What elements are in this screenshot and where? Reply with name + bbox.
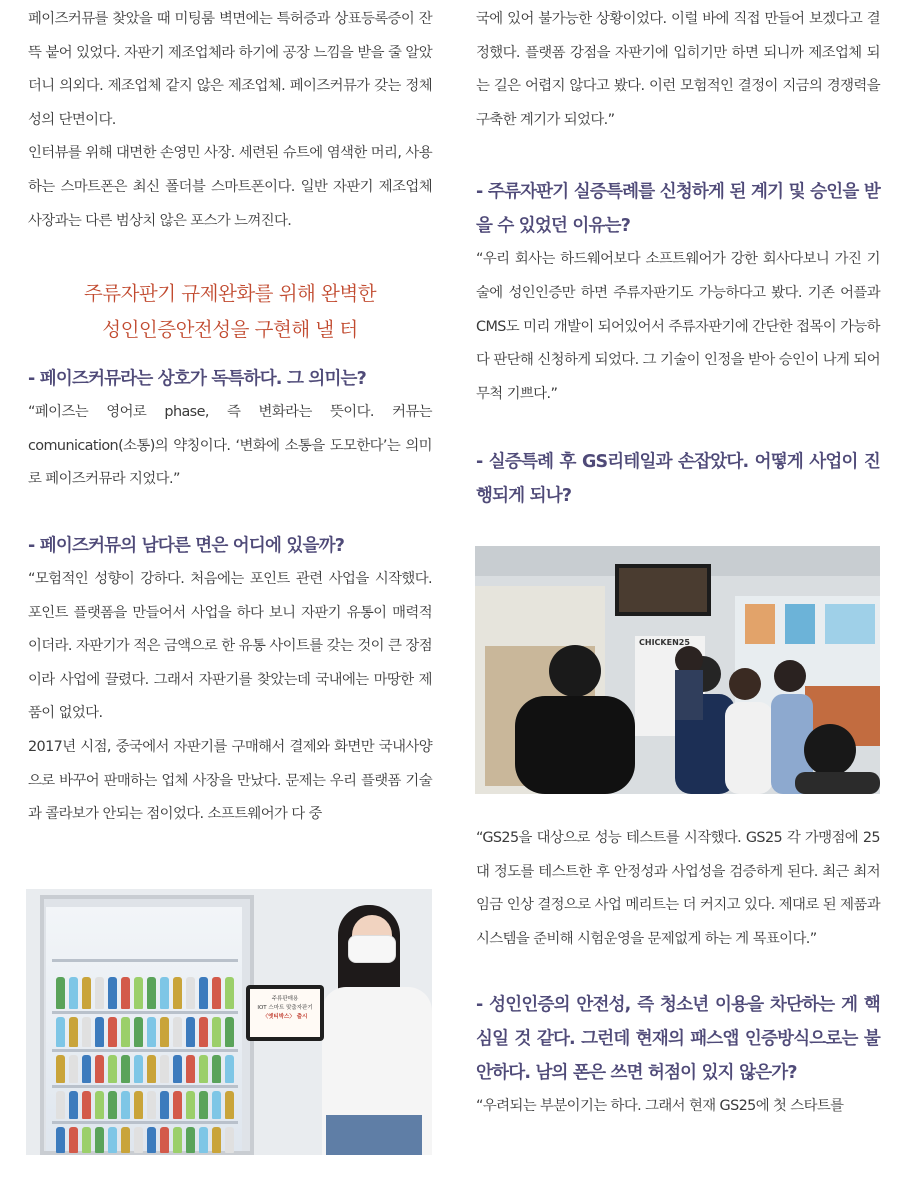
intro-paragraph-1: 페이즈커뮤를 찾았을 때 미팅룸 벽면에는 특허증과 상표등록증이 잔뜩 붙어 있었다. 자판기 제조업체라 하기에 공장 느낌을 받을 줄 알았더니 의외다. 제조업체 같지 않은 제조업체. 페이즈커뮤가 갖는 정체성의 단면이다.: [28, 11, 432, 128]
tablet-line-1: 주류판매용: [271, 996, 299, 1002]
right-column: [476, 0, 880, 513]
store-sign: CHICKEN25: [639, 638, 690, 647]
bottle: [82, 977, 91, 1009]
face-mask: [348, 935, 396, 963]
bottle: [147, 1127, 156, 1153]
bottle: [56, 977, 65, 1009]
bottle: [134, 1055, 143, 1083]
bottle: [121, 1127, 130, 1153]
left-column: [28, 0, 432, 832]
bottle: [186, 1017, 195, 1047]
bottle: [225, 1127, 234, 1153]
tablet-line-2: IOT 스마트 맞춤자판기: [257, 1005, 313, 1011]
bottle: [121, 977, 130, 1009]
answer-5: “우려되는 부분이기는 하다. 그래서 현재 GS25에 첫 스타트를: [476, 1098, 844, 1115]
bottle: [186, 1127, 195, 1153]
bottle: [212, 1055, 221, 1083]
bottle: [212, 1127, 221, 1153]
bottle: [173, 977, 182, 1009]
bottle: [108, 1055, 117, 1083]
store-photo-scene: [475, 546, 880, 794]
answer-2-continued: 국에 있어 불가능한 상황이었다. 이럴 바에 직접 만들어 보겠다고 결정했다. 플랫폼 강점을 자판기에 입히기만 하면 되니까 제조업체 되는 길은 어렵지 않다고 봤다. 이런 모험적인 결정이 지금의 경쟁력을 구축한 계기가 되었다.”: [476, 11, 880, 128]
bottle: [82, 1127, 91, 1153]
bottle: [160, 1055, 169, 1083]
bottle: [199, 1055, 208, 1083]
bottle: [95, 1091, 104, 1119]
answer-4: “GS25을 대상으로 성능 테스트를 시작했다. GS25 각 가맹점에 25대 정도를 테스트한 후 안정성과 사업성을 검증하게 된다. 최근 최저임금 인상 결정으로 사업 메리트는 더 커지고 있다. 제대로 된 제품과 시스템을 준비해 시험운영을 문제없게 하는 게 목표이다.”: [476, 830, 880, 947]
bottle: [199, 1127, 208, 1153]
question-4: - 실증특례 후 GS리테일과 손잡았다. 어떻게 사업이 진행되게 되나?: [476, 452, 880, 507]
bottle: [225, 1055, 234, 1083]
bottle: [147, 1091, 156, 1119]
bottle: [121, 1055, 130, 1083]
bottle: [199, 1017, 208, 1047]
bottle: [69, 1055, 78, 1083]
bottle: [173, 1055, 182, 1083]
bottle: [225, 977, 234, 1009]
section-heading-line-2: 성인인증안전성을 구현해 낼 터: [102, 318, 358, 342]
bottle: [134, 1091, 143, 1119]
bottle: [108, 1091, 117, 1119]
vending-shelf: [52, 1085, 238, 1088]
bottle: [160, 1017, 169, 1047]
vending-shelf: [52, 959, 238, 962]
bottle: [56, 1055, 65, 1083]
bottle: [56, 1017, 65, 1047]
bottle: [108, 1017, 117, 1047]
vending-shelf: [52, 1121, 238, 1124]
bottle: [56, 1127, 65, 1153]
answer-3: “우리 회사는 하드웨어보다 소프트웨어가 강한 회사다보니 가진 기술에 성인인증만 하면 주류자판기도 가능하다고 봤다. 기존 어플과 CMS도 미리 개발이 되어있어서 주류자판기에 간단한 접목이 가능하다 판단해 신청하게 되었다. 그 기술이 인정을 받아 승인이 나게 되어 무척 기쁘다.”: [476, 251, 880, 402]
bottle: [147, 1017, 156, 1047]
vending-shelf: [52, 1049, 238, 1052]
question-5: - 성인인증의 안전성, 즉 청소년 이용을 차단하는 게 핵심일 것 같다. 그런데 현재의 패스앱 인증방식으로는 불안하다. 남의 폰은 쓰면 허점이 있지 않은가?: [476, 995, 880, 1084]
tablet-screen: [250, 989, 320, 1037]
vending-machine-photo: [26, 889, 432, 1155]
tablet-line-3: 〈엣티박스〉 출시: [262, 1014, 308, 1020]
bottle: [82, 1017, 91, 1047]
bottle: [199, 1091, 208, 1119]
bottle: [173, 1091, 182, 1119]
bottle: [82, 1055, 91, 1083]
bottle: [199, 977, 208, 1009]
question-3: - 주류자판기 실증특례를 신청하게 된 계기 및 승인을 받을 수 있었던 이유는?: [476, 182, 880, 237]
bottle: [69, 1127, 78, 1153]
right-column-lower: [476, 822, 880, 1124]
bottle: [212, 1091, 221, 1119]
bottle: [69, 1017, 78, 1047]
bottle: [186, 977, 195, 1009]
bottle: [134, 1017, 143, 1047]
bottle: [147, 977, 156, 1009]
person-jeans: [326, 1115, 422, 1155]
bottle: [108, 977, 117, 1009]
bottle: [134, 1127, 143, 1153]
bottle: [225, 1091, 234, 1119]
promo-tablet: [246, 985, 324, 1041]
vending-shelf: [52, 1011, 238, 1014]
bottle: [69, 1091, 78, 1119]
bottle: [173, 1017, 182, 1047]
bottle: [160, 977, 169, 1009]
bottle: [56, 1091, 65, 1119]
intro-paragraph-2: 인터뷰를 위해 대면한 손영민 사장. 세련된 슈트에 염색한 머리, 사용하는 스마트폰은 최신 폴더블 스마트폰이다. 일반 자판기 제조업체 사장과는 다른 범상치 않은 포스가 느껴진다.: [28, 145, 432, 229]
bottle: [147, 1055, 156, 1083]
question-2: - 페이즈커뮤의 남다른 면은 어디에 있을까?: [28, 535, 345, 556]
section-heading-line-1: 주류자판기 규제완화를 위해 완벽한: [83, 282, 377, 306]
bottle: [95, 977, 104, 1009]
store-photo: [475, 546, 880, 794]
bottle: [212, 977, 221, 1009]
bottle: [186, 1055, 195, 1083]
bottle: [121, 1091, 130, 1119]
bottle: [121, 1017, 130, 1047]
bottle: [108, 1127, 117, 1153]
bottle: [160, 1091, 169, 1119]
bottle: [160, 1127, 169, 1153]
bottle: [173, 1127, 182, 1153]
bottle: [69, 977, 78, 1009]
bottle: [95, 1017, 104, 1047]
question-1: - 페이즈커뮤라는 상호가 독특하다. 그 의미는?: [28, 369, 367, 390]
bottle: [82, 1091, 91, 1119]
answer-2-part-1: “모험적인 성향이 강하다. 처음에는 포인트 관련 사업을 시작했다. 포인트 플랫폼을 만들어서 사업을 하다 보니 자판기 유통이 매력적이더라. 자판기가 적은 금액으로 한 유통 사이트를 갖는 것이 큰 장점이라 사업에 끌렸다. 그래서 자판기를 찾았는데 국내에는 마땅한 제품이 없었다.: [28, 570, 432, 722]
bottle: [95, 1127, 104, 1153]
bottle: [225, 1017, 234, 1047]
bottle: [134, 977, 143, 1009]
bottle: [212, 1017, 221, 1047]
bottle: [95, 1055, 104, 1083]
answer-1: “페이즈는 영어로 phase, 즉 변화라는 뜻이다. 커뮤는 comunication(소통)의 약칭이다. ‘변화에 소통을 도모한다’는 의미로 페이즈커뮤라 지었다.”: [28, 404, 432, 488]
answer-2-part-2: 2017년 시점, 중국에서 자판기를 구매해서 결제와 화면만 국내사양으로 바꾸어 판매하는 업체 사장을 만났다. 문제는 우리 플랫폼 기술과 콜라보가 안되는 점이었다. 소프트웨어가 다 중: [28, 738, 432, 823]
bottle: [186, 1091, 195, 1119]
